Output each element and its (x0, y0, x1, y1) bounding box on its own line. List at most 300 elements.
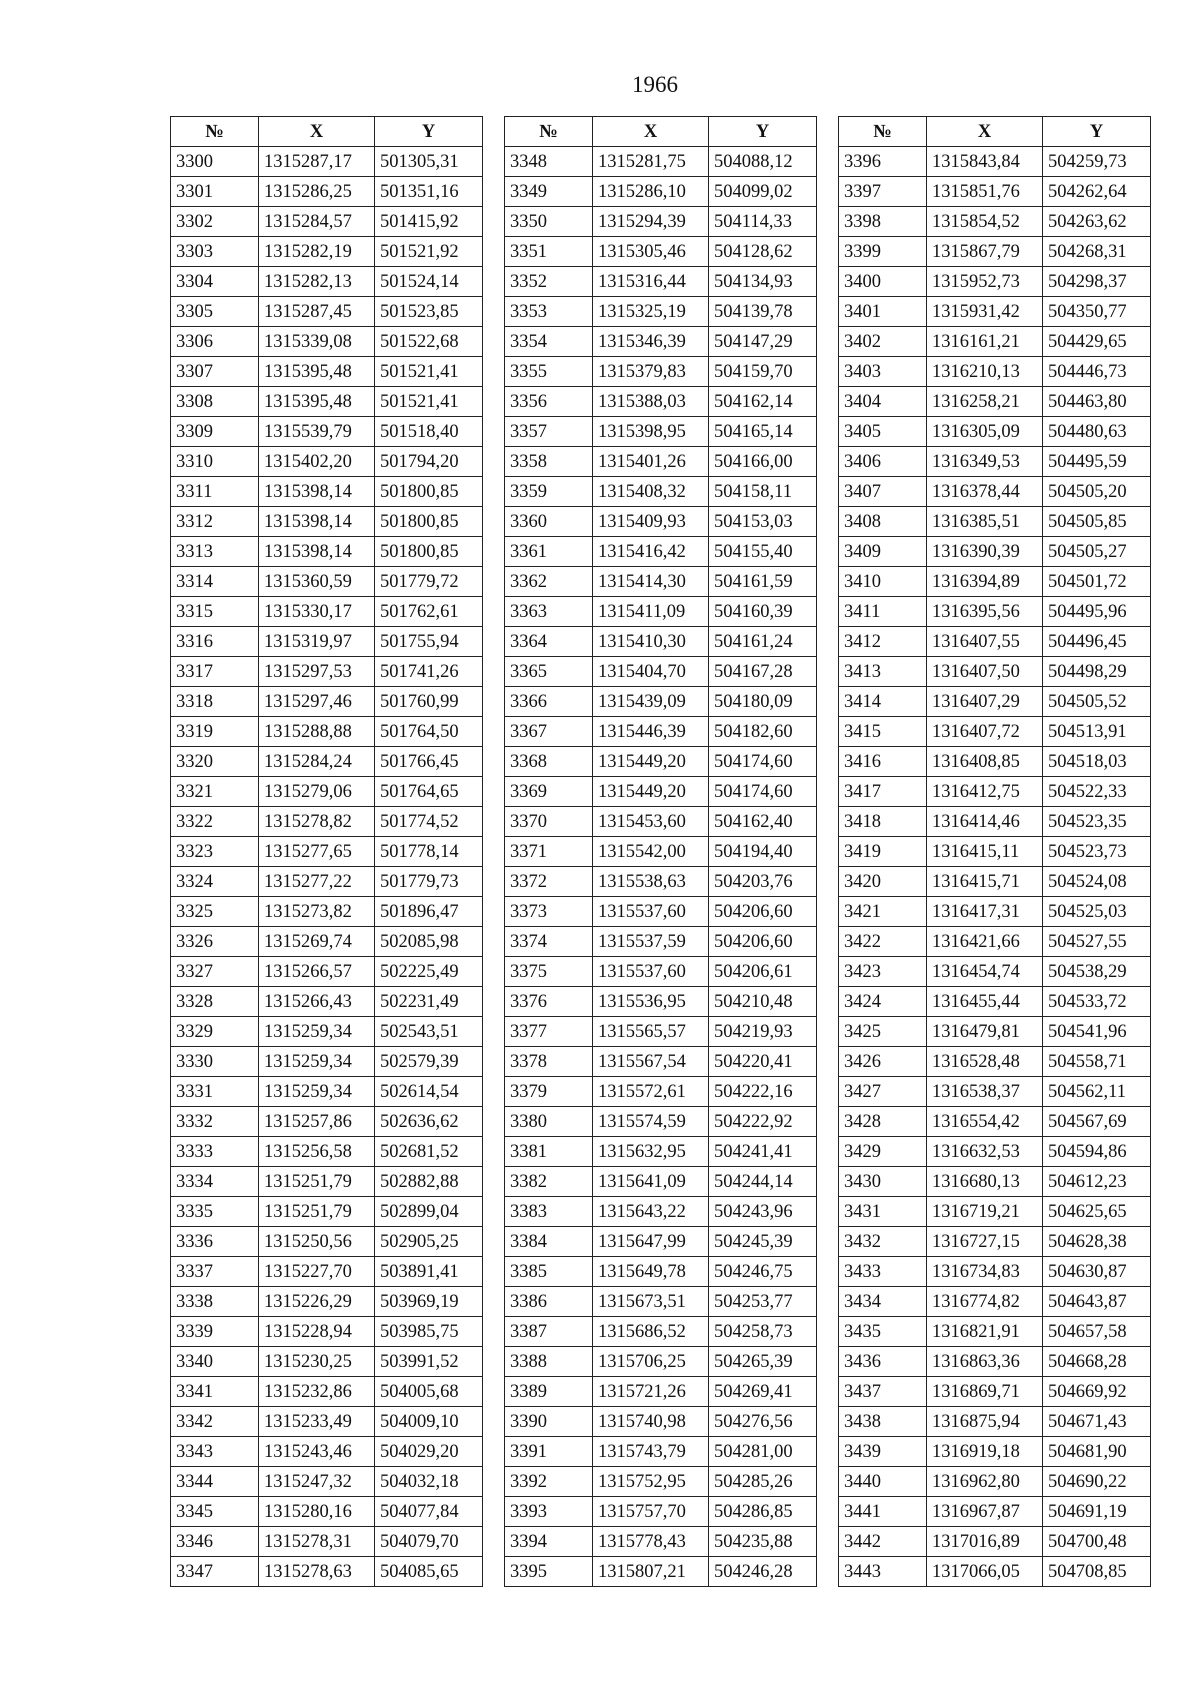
point-number-cell: 3442 (839, 1527, 927, 1557)
x-coordinate-cell: 1315325,19 (593, 297, 709, 327)
table-row (505, 1557, 817, 1587)
table-row (839, 447, 1151, 477)
y-coordinate-cell: 504258,73 (709, 1317, 817, 1347)
y-coordinate-cell: 504159,70 (709, 357, 817, 387)
y-coordinate-cell: 504269,41 (709, 1377, 817, 1407)
point-number-cell: 3415 (839, 717, 927, 747)
x-coordinate-cell: 1316632,53 (927, 1137, 1043, 1167)
y-coordinate-cell: 502905,25 (375, 1227, 483, 1257)
x-coordinate-cell: 1316869,71 (927, 1377, 1043, 1407)
y-coordinate-cell: 504691,19 (1043, 1497, 1151, 1527)
x-coordinate-cell: 1315288,88 (259, 717, 375, 747)
y-coordinate-cell: 502614,54 (375, 1077, 483, 1107)
y-coordinate-cell: 504009,10 (375, 1407, 483, 1437)
x-coordinate-cell: 1317066,05 (927, 1557, 1043, 1587)
x-coordinate-cell: 1315807,21 (593, 1557, 709, 1587)
point-number-cell: 3362 (505, 567, 593, 597)
table-row (839, 237, 1151, 267)
point-number-cell: 3341 (171, 1377, 259, 1407)
point-number-cell: 3325 (171, 897, 259, 927)
table-row (171, 1227, 483, 1257)
x-coordinate-cell: 1315851,76 (927, 177, 1043, 207)
coordinates-table-3 (838, 116, 1151, 1587)
table-row (839, 1287, 1151, 1317)
x-coordinate-cell: 1315281,75 (593, 147, 709, 177)
point-number-cell: 3301 (171, 177, 259, 207)
y-coordinate-cell: 504700,48 (1043, 1527, 1151, 1557)
y-coordinate-cell: 504088,12 (709, 147, 817, 177)
table-row (839, 1557, 1151, 1587)
table-row (839, 687, 1151, 717)
y-coordinate-cell: 501741,26 (375, 657, 483, 687)
y-coordinate-cell: 504628,38 (1043, 1227, 1151, 1257)
point-number-cell: 3311 (171, 477, 259, 507)
point-number-cell: 3337 (171, 1257, 259, 1287)
point-number-cell: 3405 (839, 417, 927, 447)
x-coordinate-cell: 1316919,18 (927, 1437, 1043, 1467)
point-number-cell: 3418 (839, 807, 927, 837)
y-coordinate-cell: 504429,65 (1043, 327, 1151, 357)
point-number-cell: 3334 (171, 1167, 259, 1197)
x-coordinate-cell: 1316210,13 (927, 357, 1043, 387)
y-coordinate-cell: 504505,85 (1043, 507, 1151, 537)
y-coordinate-cell: 501800,85 (375, 477, 483, 507)
table-row (839, 1467, 1151, 1497)
y-coordinate-cell: 504708,85 (1043, 1557, 1151, 1587)
y-coordinate-cell: 504180,09 (709, 687, 817, 717)
table-row (505, 417, 817, 447)
table-row (171, 837, 483, 867)
table-row (171, 417, 483, 447)
point-number-cell: 3425 (839, 1017, 927, 1047)
y-coordinate-cell: 504139,78 (709, 297, 817, 327)
y-coordinate-cell: 504245,39 (709, 1227, 817, 1257)
point-number-cell: 3435 (839, 1317, 927, 1347)
table-row (171, 237, 483, 267)
y-coordinate-cell: 501351,16 (375, 177, 483, 207)
x-coordinate-cell: 1315388,03 (593, 387, 709, 417)
point-number-cell: 3373 (505, 897, 593, 927)
x-coordinate-cell: 1315273,82 (259, 897, 375, 927)
table-row (505, 267, 817, 297)
table-row (505, 507, 817, 537)
table-row (171, 597, 483, 627)
table-header-row (505, 117, 817, 147)
point-number-cell: 3322 (171, 807, 259, 837)
point-number-cell: 3413 (839, 657, 927, 687)
point-number-cell: 3388 (505, 1347, 593, 1377)
y-coordinate-cell: 504671,43 (1043, 1407, 1151, 1437)
y-coordinate-cell: 504263,62 (1043, 207, 1151, 237)
point-number-cell: 3409 (839, 537, 927, 567)
y-coordinate-cell: 504206,61 (709, 957, 817, 987)
x-coordinate-cell: 1315867,79 (927, 237, 1043, 267)
y-coordinate-cell: 504161,59 (709, 567, 817, 597)
table-row (171, 477, 483, 507)
x-coordinate-cell: 1316727,15 (927, 1227, 1043, 1257)
point-number-cell: 3379 (505, 1077, 593, 1107)
x-coordinate-cell: 1315439,09 (593, 687, 709, 717)
point-number-cell: 3315 (171, 597, 259, 627)
table-row (839, 417, 1151, 447)
x-coordinate-cell: 1315536,95 (593, 987, 709, 1017)
point-number-cell: 3317 (171, 657, 259, 687)
point-number-cell: 3407 (839, 477, 927, 507)
y-coordinate-cell: 501800,85 (375, 507, 483, 537)
x-coordinate-cell: 1315446,39 (593, 717, 709, 747)
point-number-cell: 3329 (171, 1017, 259, 1047)
y-coordinate-cell: 504158,11 (709, 477, 817, 507)
x-coordinate-cell: 1315297,53 (259, 657, 375, 687)
y-coordinate-cell: 501524,14 (375, 267, 483, 297)
x-coordinate-cell: 1315752,95 (593, 1467, 709, 1497)
point-number-cell: 3303 (171, 237, 259, 267)
table-row (171, 687, 483, 717)
x-coordinate-cell: 1315266,43 (259, 987, 375, 1017)
point-number-cell: 3306 (171, 327, 259, 357)
table-row (505, 687, 817, 717)
table-row (505, 1077, 817, 1107)
point-number-cell: 3340 (171, 1347, 259, 1377)
point-number-cell: 3384 (505, 1227, 593, 1257)
x-coordinate-cell: 1315287,45 (259, 297, 375, 327)
table-row (505, 297, 817, 327)
y-coordinate-cell: 501774,52 (375, 807, 483, 837)
y-coordinate-cell: 504032,18 (375, 1467, 483, 1497)
y-coordinate-cell: 501415,92 (375, 207, 483, 237)
x-coordinate-cell: 1315395,48 (259, 357, 375, 387)
y-coordinate-cell: 504219,93 (709, 1017, 817, 1047)
point-number-cell: 3365 (505, 657, 593, 687)
x-coordinate-cell: 1315259,34 (259, 1017, 375, 1047)
table-row (839, 1437, 1151, 1467)
x-coordinate-cell: 1316455,44 (927, 987, 1043, 1017)
x-coordinate-cell: 1315278,82 (259, 807, 375, 837)
y-coordinate-cell: 504463,80 (1043, 387, 1151, 417)
table-row (171, 1407, 483, 1437)
x-coordinate-cell: 1315854,52 (927, 207, 1043, 237)
x-coordinate-cell: 1316408,85 (927, 747, 1043, 777)
y-coordinate-cell: 501521,41 (375, 357, 483, 387)
y-coordinate-cell: 504480,63 (1043, 417, 1151, 447)
point-number-cell: 3439 (839, 1437, 927, 1467)
point-number-cell: 3410 (839, 567, 927, 597)
y-coordinate-cell: 504594,86 (1043, 1137, 1151, 1167)
x-coordinate-cell: 1316528,48 (927, 1047, 1043, 1077)
table-row (171, 1497, 483, 1527)
y-coordinate-cell: 504285,26 (709, 1467, 817, 1497)
point-number-cell: 3411 (839, 597, 927, 627)
y-coordinate-cell: 504522,33 (1043, 777, 1151, 807)
point-number-cell: 3327 (171, 957, 259, 987)
y-coordinate-cell: 504162,40 (709, 807, 817, 837)
x-coordinate-cell: 1315409,93 (593, 507, 709, 537)
x-coordinate-cell: 1316680,13 (927, 1167, 1043, 1197)
table-row (839, 1137, 1151, 1167)
point-number-cell: 3346 (171, 1527, 259, 1557)
x-coordinate-cell: 1315284,24 (259, 747, 375, 777)
x-coordinate-cell: 1315538,63 (593, 867, 709, 897)
y-coordinate-cell: 504681,90 (1043, 1437, 1151, 1467)
table-row (839, 777, 1151, 807)
table-row (505, 1017, 817, 1047)
y-coordinate-cell: 504501,72 (1043, 567, 1151, 597)
x-coordinate-cell: 1315226,29 (259, 1287, 375, 1317)
point-number-cell: 3309 (171, 417, 259, 447)
y-coordinate-cell: 504533,72 (1043, 987, 1151, 1017)
x-coordinate-cell: 1315330,17 (259, 597, 375, 627)
table-row (171, 957, 483, 987)
point-number-cell: 3352 (505, 267, 593, 297)
y-coordinate-cell: 504166,00 (709, 447, 817, 477)
y-coordinate-cell: 504194,40 (709, 837, 817, 867)
table-row (171, 1017, 483, 1047)
point-number-cell: 3367 (505, 717, 593, 747)
y-coordinate-cell: 503991,52 (375, 1347, 483, 1377)
y-coordinate-cell: 504668,28 (1043, 1347, 1151, 1377)
x-coordinate-cell: 1315256,58 (259, 1137, 375, 1167)
point-number-cell: 3333 (171, 1137, 259, 1167)
x-coordinate-cell: 1316412,75 (927, 777, 1043, 807)
y-coordinate-cell: 501896,47 (375, 897, 483, 927)
point-number-cell: 3406 (839, 447, 927, 477)
y-coordinate-cell: 504147,29 (709, 327, 817, 357)
x-coordinate-cell: 1315250,56 (259, 1227, 375, 1257)
y-coordinate-cell: 504541,96 (1043, 1017, 1151, 1047)
table-row (505, 1257, 817, 1287)
y-coordinate-cell: 501755,94 (375, 627, 483, 657)
page-number: 1966 (632, 72, 678, 97)
table-row (839, 987, 1151, 1017)
x-coordinate-cell: 1315286,10 (593, 177, 709, 207)
table-row (839, 807, 1151, 837)
point-number-cell: 3389 (505, 1377, 593, 1407)
y-coordinate-cell: 504162,14 (709, 387, 817, 417)
x-coordinate-cell: 1315706,25 (593, 1347, 709, 1377)
y-coordinate-cell: 504099,02 (709, 177, 817, 207)
point-number-cell: 3372 (505, 867, 593, 897)
y-coordinate-cell: 504669,92 (1043, 1377, 1151, 1407)
x-coordinate-cell: 1316734,83 (927, 1257, 1043, 1287)
point-number-cell: 3376 (505, 987, 593, 1017)
point-number-cell: 3438 (839, 1407, 927, 1437)
point-number-cell: 3312 (171, 507, 259, 537)
table-row (505, 477, 817, 507)
point-number-cell: 3424 (839, 987, 927, 1017)
point-number-cell: 3387 (505, 1317, 593, 1347)
point-number-cell: 3434 (839, 1287, 927, 1317)
point-number-cell: 3338 (171, 1287, 259, 1317)
y-coordinate-cell: 504235,88 (709, 1527, 817, 1557)
x-coordinate-cell: 1316378,44 (927, 477, 1043, 507)
x-coordinate-cell: 1316554,42 (927, 1107, 1043, 1137)
point-number-cell: 3326 (171, 927, 259, 957)
x-coordinate-cell: 1316967,87 (927, 1497, 1043, 1527)
y-coordinate-cell: 504276,56 (709, 1407, 817, 1437)
table-row (839, 537, 1151, 567)
x-coordinate-cell: 1316479,81 (927, 1017, 1043, 1047)
point-number-cell: 3431 (839, 1197, 927, 1227)
x-coordinate-cell: 1315282,19 (259, 237, 375, 267)
table-row (505, 537, 817, 567)
x-coordinate-cell: 1315539,79 (259, 417, 375, 447)
y-coordinate-cell: 504518,03 (1043, 747, 1151, 777)
point-number-cell: 3432 (839, 1227, 927, 1257)
table-row (839, 837, 1151, 867)
table-row (171, 1527, 483, 1557)
x-coordinate-cell: 1316774,82 (927, 1287, 1043, 1317)
table-row (839, 297, 1151, 327)
y-coordinate-cell: 502225,49 (375, 957, 483, 987)
point-number-cell: 3321 (171, 777, 259, 807)
point-number-cell: 3310 (171, 447, 259, 477)
table-row (505, 1167, 817, 1197)
point-number-cell: 3300 (171, 147, 259, 177)
point-number-cell: 3368 (505, 747, 593, 777)
x-coordinate-cell: 1315266,57 (259, 957, 375, 987)
table-row (505, 627, 817, 657)
table-row (839, 927, 1151, 957)
table-header-row (839, 117, 1151, 147)
y-coordinate-cell: 504527,55 (1043, 927, 1151, 957)
x-coordinate-cell: 1315379,83 (593, 357, 709, 387)
y-coordinate-cell: 504210,48 (709, 987, 817, 1017)
x-coordinate-cell: 1315395,48 (259, 387, 375, 417)
x-coordinate-cell: 1315641,09 (593, 1167, 709, 1197)
y-coordinate-cell: 504268,31 (1043, 237, 1151, 267)
x-coordinate-cell: 1315686,52 (593, 1317, 709, 1347)
point-number-cell: 3382 (505, 1167, 593, 1197)
y-coordinate-cell: 501778,14 (375, 837, 483, 867)
x-coordinate-cell: 1315404,70 (593, 657, 709, 687)
point-number-cell: 3364 (505, 627, 593, 657)
y-coordinate-cell: 504153,03 (709, 507, 817, 537)
point-number-cell: 3354 (505, 327, 593, 357)
table-row (839, 1227, 1151, 1257)
table-row (505, 1527, 817, 1557)
header-number: № (505, 117, 593, 147)
point-number-cell: 3370 (505, 807, 593, 837)
table-row (505, 957, 817, 987)
header-y: Y (1043, 117, 1151, 147)
table-row (171, 177, 483, 207)
x-coordinate-cell: 1315411,09 (593, 597, 709, 627)
table-row (171, 357, 483, 387)
y-coordinate-cell: 504222,16 (709, 1077, 817, 1107)
point-number-cell: 3323 (171, 837, 259, 867)
header-x: X (593, 117, 709, 147)
y-coordinate-cell: 501764,50 (375, 717, 483, 747)
header-y: Y (709, 117, 817, 147)
x-coordinate-cell: 1315931,42 (927, 297, 1043, 327)
y-coordinate-cell: 504262,64 (1043, 177, 1151, 207)
point-number-cell: 3358 (505, 447, 593, 477)
y-coordinate-cell: 504446,73 (1043, 357, 1151, 387)
table-body (505, 147, 817, 1587)
table-row (171, 147, 483, 177)
point-number-cell: 3360 (505, 507, 593, 537)
x-coordinate-cell: 1315282,13 (259, 267, 375, 297)
x-coordinate-cell: 1316390,39 (927, 537, 1043, 567)
table-row (839, 1197, 1151, 1227)
point-number-cell: 3324 (171, 867, 259, 897)
y-coordinate-cell: 502681,52 (375, 1137, 483, 1167)
x-coordinate-cell: 1315243,46 (259, 1437, 375, 1467)
table-row (171, 207, 483, 237)
table-body (839, 147, 1151, 1587)
point-number-cell: 3350 (505, 207, 593, 237)
x-coordinate-cell: 1316719,21 (927, 1197, 1043, 1227)
point-number-cell: 3390 (505, 1407, 593, 1437)
table-row (171, 747, 483, 777)
table-row (839, 657, 1151, 687)
y-coordinate-cell: 504495,96 (1043, 597, 1151, 627)
table-row (505, 657, 817, 687)
point-number-cell: 3319 (171, 717, 259, 747)
x-coordinate-cell: 1315398,14 (259, 537, 375, 567)
point-number-cell: 3328 (171, 987, 259, 1017)
point-number-cell: 3331 (171, 1077, 259, 1107)
y-coordinate-cell: 501523,85 (375, 297, 483, 327)
point-number-cell: 3408 (839, 507, 927, 537)
x-coordinate-cell: 1316407,55 (927, 627, 1043, 657)
point-number-cell: 3417 (839, 777, 927, 807)
table-row (839, 1407, 1151, 1437)
x-coordinate-cell: 1315449,20 (593, 747, 709, 777)
point-number-cell: 3426 (839, 1047, 927, 1077)
point-number-cell: 3318 (171, 687, 259, 717)
point-number-cell: 3433 (839, 1257, 927, 1287)
y-coordinate-cell: 504246,28 (709, 1557, 817, 1587)
x-coordinate-cell: 1315643,22 (593, 1197, 709, 1227)
y-coordinate-cell: 504538,29 (1043, 957, 1151, 987)
table-row (505, 1347, 817, 1377)
point-number-cell: 3313 (171, 537, 259, 567)
table-row (839, 1347, 1151, 1377)
point-number-cell: 3305 (171, 297, 259, 327)
x-coordinate-cell: 1315952,73 (927, 267, 1043, 297)
x-coordinate-cell: 1315537,60 (593, 957, 709, 987)
y-coordinate-cell: 501305,31 (375, 147, 483, 177)
table-row (839, 387, 1151, 417)
x-coordinate-cell: 1315565,57 (593, 1017, 709, 1047)
point-number-cell: 3314 (171, 567, 259, 597)
table-row (171, 1437, 483, 1467)
table-row (171, 1317, 483, 1347)
x-coordinate-cell: 1316305,09 (927, 417, 1043, 447)
x-coordinate-cell: 1315233,49 (259, 1407, 375, 1437)
point-number-cell: 3427 (839, 1077, 927, 1107)
table-row (505, 837, 817, 867)
point-number-cell: 3440 (839, 1467, 927, 1497)
point-number-cell: 3374 (505, 927, 593, 957)
y-coordinate-cell: 504029,20 (375, 1437, 483, 1467)
y-coordinate-cell: 504246,75 (709, 1257, 817, 1287)
table-row (505, 1317, 817, 1347)
x-coordinate-cell: 1315398,95 (593, 417, 709, 447)
table-body (171, 147, 483, 1587)
y-coordinate-cell: 501760,99 (375, 687, 483, 717)
x-coordinate-cell: 1315294,39 (593, 207, 709, 237)
table-row (839, 1047, 1151, 1077)
y-coordinate-cell: 502636,62 (375, 1107, 483, 1137)
y-coordinate-cell: 504495,59 (1043, 447, 1151, 477)
x-coordinate-cell: 1315259,34 (259, 1047, 375, 1077)
y-coordinate-cell: 504253,77 (709, 1287, 817, 1317)
y-coordinate-cell: 504161,24 (709, 627, 817, 657)
x-coordinate-cell: 1315278,31 (259, 1527, 375, 1557)
x-coordinate-cell: 1316417,31 (927, 897, 1043, 927)
